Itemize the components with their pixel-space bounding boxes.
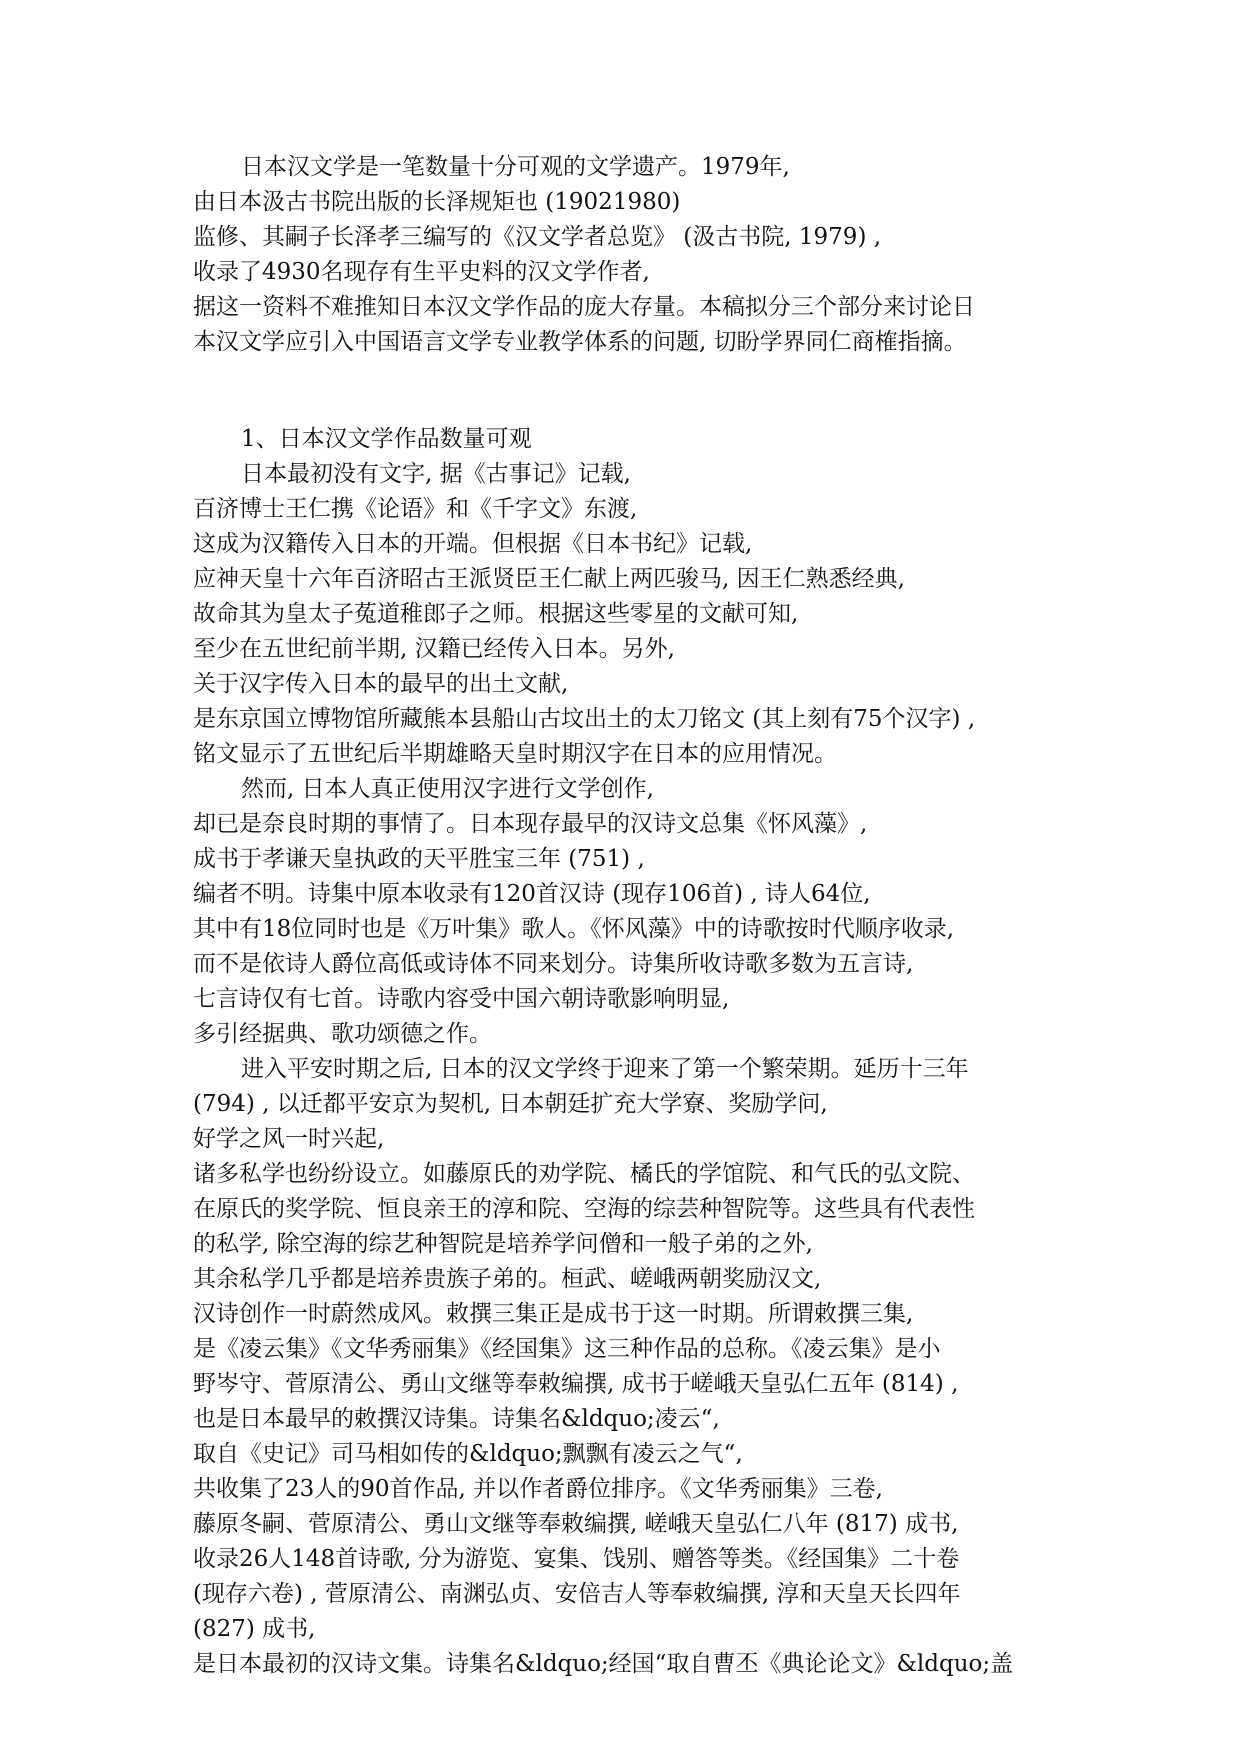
text-line: 收录26人148首诗歌, 分为游览、宴集、饯别、赠答等类。《经国集》二十卷: [193, 1546, 960, 1572]
intro-paragraph: [193, 150, 1063, 360]
text-line: 百济博士王仁携《论语》和《千字文》东渡,: [193, 496, 638, 522]
text-line: 故命其为皇太子菟道稚郎子之师。根据这些零星的文献可知,: [193, 601, 799, 627]
document-page: [193, 150, 1063, 1682]
text-line: (794) , 以迁都平安京为契机, 日本朝廷扩充大学寮、奖励学问,: [193, 1091, 828, 1117]
text-line: 其中有18位同时也是《万叶集》歌人。《怀风藻》中的诗歌按时代顺序收录,: [193, 916, 955, 942]
text-line: (现存六卷) , 菅原清公、南渊弘贞、安倍吉人等奉敕编撰, 淳和天皇天长四年: [193, 1581, 961, 1607]
text-line: 七言诗仅有七首。诗歌内容受中国六朝诗歌影响明显,: [193, 986, 730, 1012]
text-line: 是东京国立博物馆所藏熊本县船山古坟出土的太刀铭文 (其上刻有75个汉字) ,: [193, 706, 976, 732]
text-line: 在原氏的奖学院、恒良亲王的淳和院、空海的综芸种智院等。这些具有代表性: [193, 1196, 975, 1222]
text-line: 这成为汉籍传入日本的开端。但根据《日本书纪》记载,: [193, 531, 753, 557]
paragraph-1: [193, 457, 1063, 772]
paragraph-2: [193, 772, 1063, 1052]
text-line: 诸多私学也纷纷设立。如藤原氏的劝学院、橘氏的学馆院、和气氏的弘文院、: [193, 1161, 975, 1187]
text-line: 汉诗创作一时蔚然成风。敕撰三集正是成书于这一时期。所谓敕撰三集,: [193, 1301, 914, 1327]
text-line: 本汉文学应引入中国语言文学专业教学体系的问题, 切盼学界同仁商榷指摘。: [193, 329, 967, 355]
text-line: 藤原冬嗣、菅原清公、勇山文继等奉敕编撰, 嵯峨天皇弘仁八年 (817) 成书,: [193, 1511, 959, 1537]
section-spacer: [193, 360, 1063, 422]
text-line: 共收集了23人的90首作品, 并以作者爵位排序。《文华秀丽集》三卷,: [193, 1476, 883, 1502]
text-line: 好学之风一时兴起,: [193, 1126, 385, 1152]
paragraph-3: [193, 1052, 1063, 1682]
text-line: 是日本最初的汉诗文集。诗集名&ldquo;经国“取自曹丕《典论论文》&ldquo;盖: [193, 1651, 1014, 1677]
text-line: (827) 成书,: [193, 1616, 316, 1642]
text-line: 编者不明。诗集中原本收录有120首汉诗 (现存106首) , 诗人64位,: [193, 881, 871, 907]
text-line: 其余私学几乎都是培养贵族子弟的。桓武、嵯峨两朝奖励汉文,: [193, 1266, 822, 1292]
text-line: 铭文显示了五世纪后半期雄略天皇时期汉字在日本的应用情况。: [193, 741, 837, 767]
text-line: 收录了4930名现存有生平史料的汉文学作者,: [193, 259, 650, 285]
text-line: 监修、其嗣子长泽孝三编写的《汉文学者总览》 (汲古书院, 1979) ,: [193, 224, 882, 250]
text-line: 而不是依诗人爵位高低或诗体不同来划分。诗集所收诗歌多数为五言诗,: [193, 951, 914, 977]
text-line: 由日本汲古书院出版的长泽规矩也 (19021980): [193, 189, 681, 215]
text-line: 多引经据典、歌功颂德之作。: [193, 1021, 492, 1047]
text-line: 取自《史记》司马相如传的&ldquo;飘飘有凌云之气“,: [193, 1441, 743, 1467]
text-line: 日本最初没有文字, 据《古事记》记载,: [241, 461, 631, 487]
text-line: 是《凌云集》《文华秀丽集》《经国集》这三种作品的总称。《凌云集》是小: [193, 1336, 941, 1362]
text-line: 却已是奈良时期的事情了。日本现存最早的汉诗文总集《怀风藻》,: [193, 811, 868, 837]
text-line: 也是日本最早的敕撰汉诗集。诗集名&ldquo;凌云“,: [193, 1406, 720, 1432]
text-line: 然而, 日本人真正使用汉字进行文学创作,: [241, 776, 654, 802]
text-line: 成书于孝谦天皇执政的天平胜宝三年 (751) ,: [193, 846, 645, 872]
text-line: 日本汉文学是一笔数量十分可观的文学遗产。1979年,: [241, 154, 790, 180]
text-line: 应神天皇十六年百济昭古王派贤臣王仁献上两匹骏马, 因王仁熟悉经典,: [193, 566, 905, 592]
text-line: 进入平安时期之后, 日本的汉文学终于迎来了第一个繁荣期。延历十三年: [241, 1056, 969, 1082]
section-heading: 1、日本汉文学作品数量可观: [241, 426, 532, 452]
text-line: 野岑守、菅原清公、勇山文继等奉敕编撰, 成书于嵯峨天皇弘仁五年 (814) ,: [193, 1371, 959, 1397]
text-line: 的私学, 除空海的综艺种智院是培养学问僧和一般子弟的之外,: [193, 1231, 813, 1257]
text-line: 据这一资料不难推知日本汉文学作品的庞大存量。本稿拟分三个部分来讨论日: [193, 294, 975, 320]
text-line: 关于汉字传入日本的最早的出土文献,: [193, 671, 569, 697]
text-line: 至少在五世纪前半期, 汉籍已经传入日本。另外,: [193, 636, 675, 662]
